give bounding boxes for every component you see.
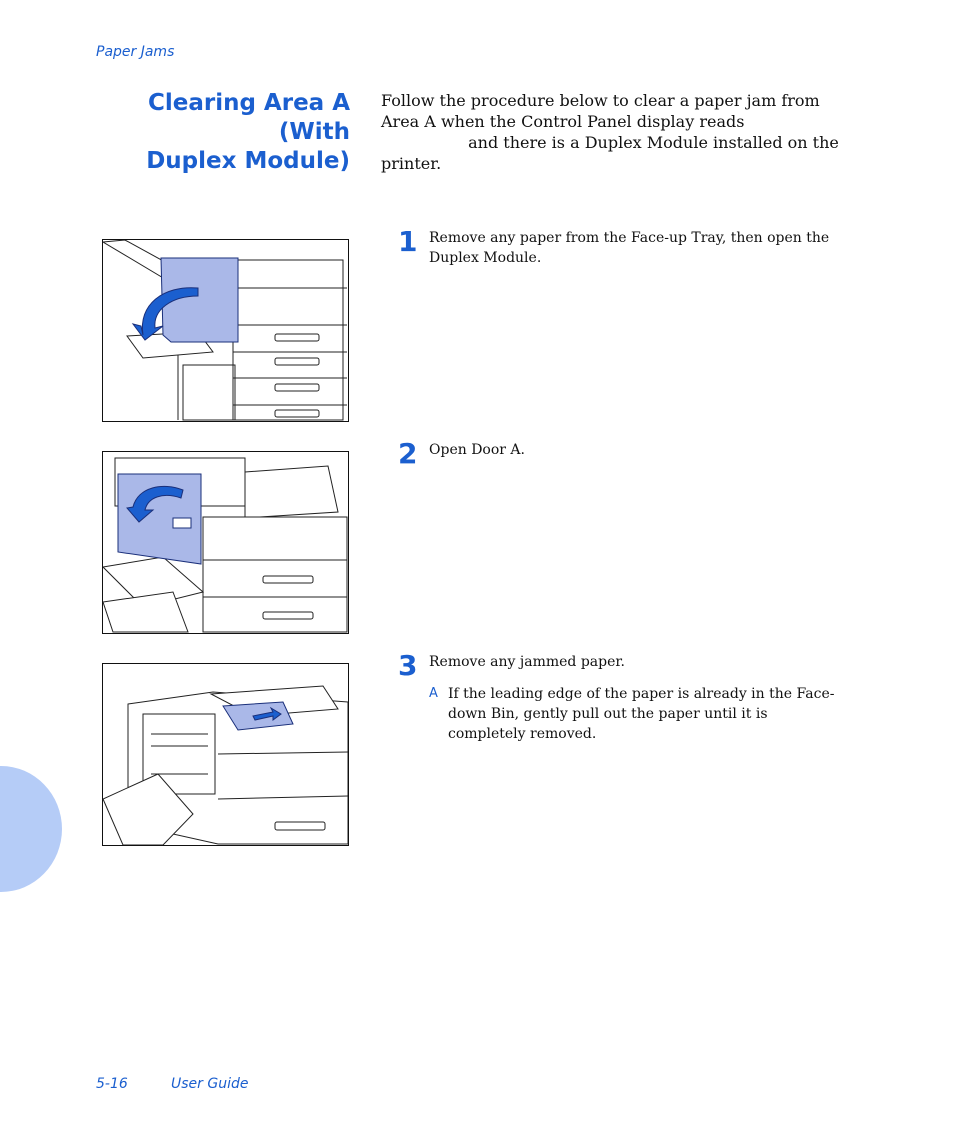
step-text-2: Open Door A. [429, 442, 525, 458]
figure-open-duplex-module [102, 239, 349, 422]
substep-letter: A [429, 686, 438, 701]
footer-page-number: 5-16 [96, 1076, 128, 1092]
footer-doc-title: User Guide [171, 1076, 249, 1092]
section-title-line2: Duplex Module) [146, 148, 350, 174]
substep-text: If the leading edge of the paper is already in the Face-down Bin, gently pull out the paper until it is completely removed. [448, 686, 835, 742]
step-number-3: 3 [398, 649, 418, 682]
step-number-1: 1 [398, 225, 418, 258]
section-title [96, 89, 350, 176]
intro-paragraph [381, 90, 851, 174]
figure-open-door-a [102, 451, 349, 634]
section-title-line1: Clearing Area A (With [147, 90, 350, 145]
step-text-3: Remove any jammed paper. [429, 654, 625, 670]
step-number-2: 2 [398, 437, 418, 470]
running-header: Paper Jams [96, 44, 175, 60]
intro-text-2: and there is a Duplex Module installed on the printer. [381, 133, 839, 173]
chapter-tab-marker [0, 766, 62, 892]
intro-text-1: Follow the procedure below to clear a paper jam from Area A when the Control Panel display reads [381, 91, 820, 131]
step-text-1: Remove any paper from the Face-up Tray, then open the Duplex Module. [429, 230, 830, 266]
figure-remove-jammed-paper [102, 663, 349, 846]
